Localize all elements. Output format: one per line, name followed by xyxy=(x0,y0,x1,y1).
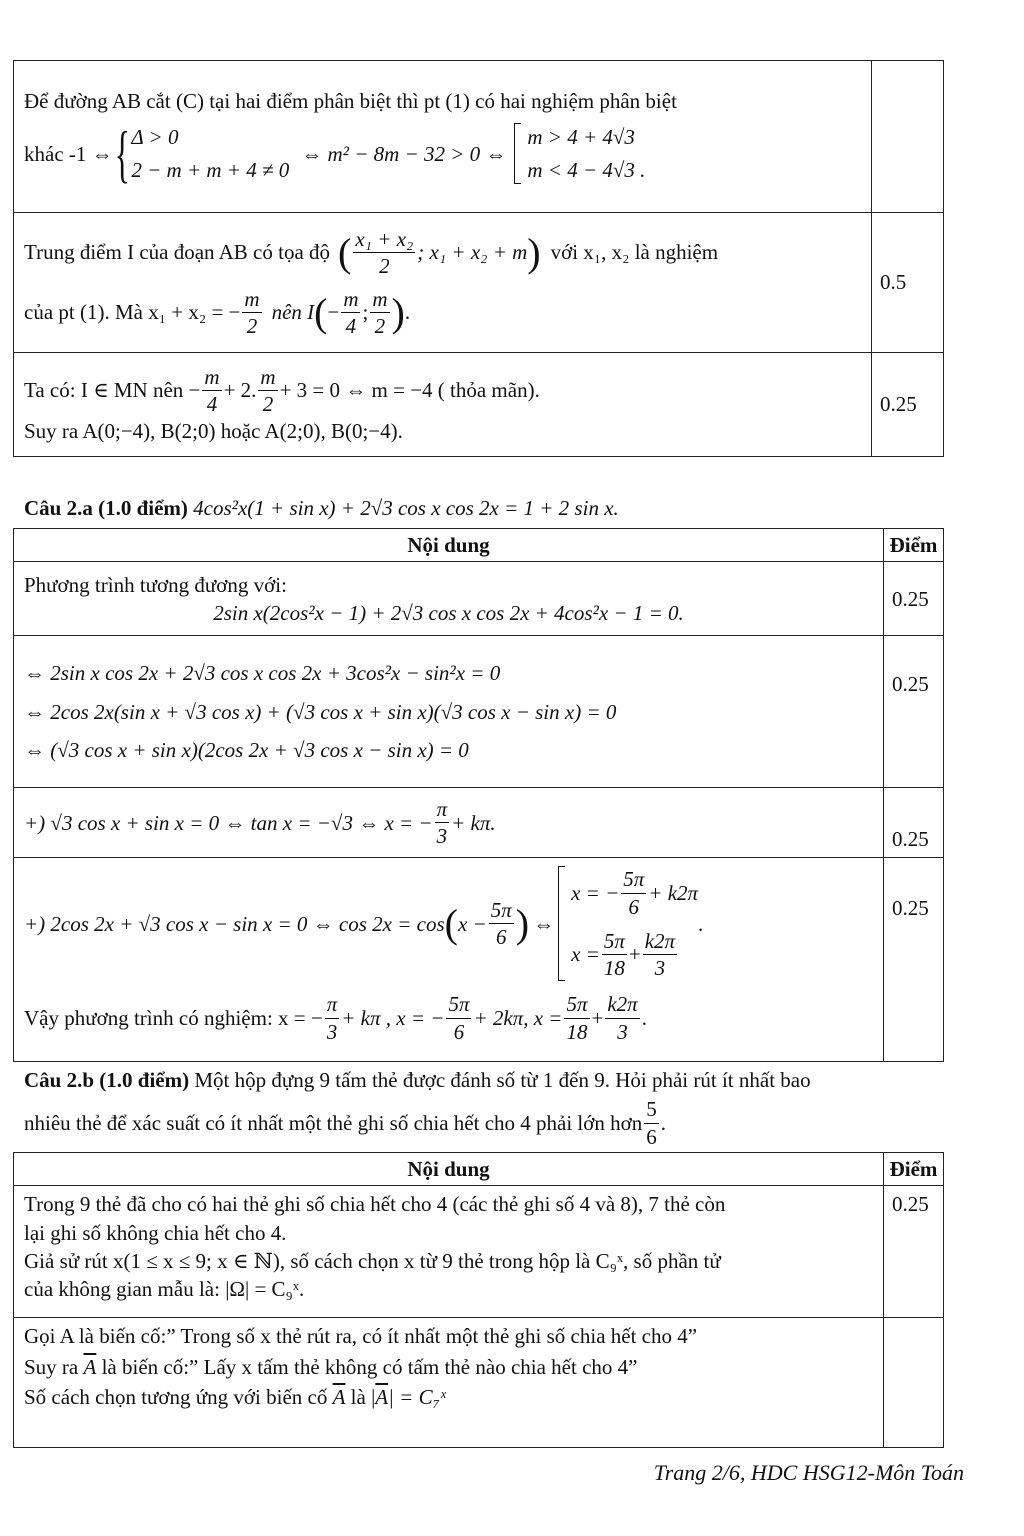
header-score: Điểm xyxy=(884,1153,944,1186)
question-title: Câu 2.b (1.0 điểm) xyxy=(24,1068,190,1092)
text: + 2. xyxy=(223,378,257,403)
equation-line: 2sin x(2cos²x − 1) + 2√3 cos x cos 2x + 4cos²x − 1 = 0. xyxy=(213,600,684,625)
frac-den: 6 xyxy=(628,894,640,919)
text: Suy ra xyxy=(24,1354,79,1379)
text-line: Suy ra A(0;−4), B(2;0) hoặc A(2;0), B(0;−4). xyxy=(24,419,403,444)
text: + k2π xyxy=(648,880,699,905)
content-cell: Gọi A là biến cố:” Trong số x thẻ rút ra, có ít nhất một thẻ ghi số chia hết cho 4” Suy ra $\overline{A}$ là biến cố:” Lấy x tấm thẻ không có tấm thẻ nào chia hết cho 4” Số cách chọn tương ứng với biến cố $\overline{A}$ là $|\overline{A}|$ = C₇ˣ xyxy=(14,1318,884,1448)
complement-a: $\overline{A}$ xyxy=(375,1385,389,1410)
question-2a-heading xyxy=(24,494,619,522)
frac-num: m xyxy=(202,364,221,391)
text: với x₁, x₂ là nghiệm xyxy=(550,240,719,265)
text: của pt (1). Mà x₁ + x₂ = − xyxy=(24,300,241,325)
frac-den: 18 xyxy=(603,956,625,981)
sys-line-2: 2 − m + m + 4 ≠ 0 xyxy=(131,157,290,182)
text: + kπ. xyxy=(451,810,496,835)
text-line: Để đường AB cắt (C) tại hai điểm phân biệt thì pt (1) có hai nghiệm phân biệt xyxy=(24,89,677,114)
content-cell xyxy=(14,61,872,213)
header-content: Nội dung xyxy=(14,1153,884,1186)
text: x = − xyxy=(571,880,620,905)
text: + xyxy=(628,942,641,967)
header-score: Điểm xyxy=(884,529,944,562)
score-cell: 0.25 xyxy=(884,858,944,1062)
text: x = xyxy=(571,942,600,967)
score-cell: 0.5 xyxy=(872,213,944,353)
score-cell: 0.25 xyxy=(884,636,944,788)
text-line: của không gian mẫu là: |Ω| = C₉ˣ. xyxy=(24,1277,305,1302)
text: ⇔ m² − 8m − 32 > 0 ⇔ xyxy=(301,141,507,166)
options xyxy=(514,123,645,184)
score-cell: 0.25 xyxy=(872,353,944,457)
text-line: Gọi A là biến cố:” Trong số x thẻ rút ra, có ít nhất một thẻ ghi số chia hết cho 4” xyxy=(24,1324,698,1349)
frac-num: 5π xyxy=(446,991,471,1018)
content-cell: +) 2cos 2x + √3 cos x − sin x = 0 ⇔ cos 2x = cos ( x − $\frac{5\pi}{6}$ ) ⇔ x = − $\frac{5\pi}{6}$ + k2π x = $\frac{5\pi}{18}$ + $\frac{k2\pi}{3}$ . Vậy phương trình có nghiệm: x = − $\frac{\pi}{3}$ + kπ , x = − $\frac{5\pi}{6}$ + 2kπ, x = $\frac{5\pi}{18}$ + $\frac{k2\pi}{3}$ . xyxy=(14,858,884,1062)
frac-num: 5π xyxy=(602,928,627,955)
content-cell xyxy=(14,562,884,636)
frac-den: 2 xyxy=(374,314,386,338)
text: là xyxy=(350,1385,366,1410)
text: khác -1 ⇔ xyxy=(24,141,113,166)
text: nên I xyxy=(271,300,315,325)
options xyxy=(558,866,698,981)
frac-den: 6 xyxy=(453,1019,465,1044)
text: Số cách chọn tương ứng với biến cố xyxy=(24,1385,328,1410)
solution-table-1 xyxy=(13,60,944,457)
frac-den: 2 xyxy=(379,254,390,278)
text: + 3 = 0 ⇔ m = −4 ( thỏa mãn). xyxy=(279,378,540,403)
complement-a: $\overline{A}$ xyxy=(332,1385,346,1410)
frac-den: 3 xyxy=(326,1019,338,1044)
frac-num: m xyxy=(258,364,277,391)
equation-line: ⇔ (√3 cos x + sin x)(2cos 2x + √3 cos x − sin x) = 0 xyxy=(24,738,469,763)
text: + xyxy=(591,1005,604,1030)
frac-num: m xyxy=(242,286,261,313)
sys-line-1: Δ > 0 xyxy=(131,125,179,150)
content-cell xyxy=(14,353,872,457)
frac-num: 5 xyxy=(644,1096,659,1123)
score-cell xyxy=(872,61,944,213)
score-cell: 0.25 xyxy=(884,562,944,636)
text: ; x₁ + x₂ + m xyxy=(417,240,528,265)
frac-den: 4 xyxy=(345,314,357,338)
frac-num: 5π xyxy=(621,866,646,893)
text: + 2kπ, x = xyxy=(473,1005,563,1030)
frac-den: 3 xyxy=(654,956,666,981)
content-cell xyxy=(14,788,884,858)
frac-den: 2 xyxy=(262,391,274,416)
frac-den: 6 xyxy=(646,1124,657,1149)
frac-num: k2π xyxy=(643,928,677,955)
system: { Δ > 0 2 − m + m + 4 ≠ 0 xyxy=(114,117,290,189)
header-content: Nội dung xyxy=(14,529,884,562)
text: Ta có: I ∈ MN nên − xyxy=(24,378,201,403)
frac-den: 3 xyxy=(617,1019,628,1044)
text-line: lại ghi số không chia hết cho 4. xyxy=(24,1220,287,1245)
frac-den: 4 xyxy=(206,391,218,416)
frac-den: 18 xyxy=(566,1019,588,1044)
content-cell: Trung điểm I của đoạn AB có tọa độ ( $\frac{\text{x₁ + x₂}}{2}$ ; x₁ + x₂ + m ) với x₁, x₂ là nghiệm của pt (1). Mà x₁ + x₂ = − $\frac{m}{2}$ nên I ( − $\frac{m}{4}$ ; $\frac{m}{2}$ ) . xyxy=(14,213,872,353)
option-2: m < 4 − 4√3 . xyxy=(527,157,646,182)
text-line: Phương trình tương đương với: xyxy=(24,572,287,597)
frac-num: 5π xyxy=(564,991,589,1018)
frac-den: 6 xyxy=(495,925,507,950)
question-equation: 4cos²x(1 + sin x) + 2√3 cos x cos 2x = 1 + 2 sin x. xyxy=(193,496,619,520)
page-footer: Trang 2/6, HDC HSG12-Môn Toán xyxy=(653,1460,964,1485)
text: ⇔ xyxy=(533,911,555,936)
frac-num: m xyxy=(370,286,389,313)
frac-num: π xyxy=(435,796,450,823)
text: là biến cố:” Lấy x tấm thẻ không có tấm thẻ nào chia hết cho 4” xyxy=(101,1354,638,1379)
frac-den: 3 xyxy=(436,824,448,849)
equation-line: ⇔ 2cos 2x(sin x + √3 cos x) + (√3 cos x + sin x)(√3 cos x − sin x) = 0 xyxy=(24,699,617,724)
score-cell: 0.25 xyxy=(884,1186,944,1318)
question-text: Một hộp đựng 9 tấm thẻ được đánh số từ 1 đến 9. Hỏi phải rút ít nhất bao xyxy=(194,1068,811,1092)
text: +) √3 cos x + sin x = 0 ⇔ tan x = −√3 ⇔ x = − xyxy=(24,810,433,835)
text-line: Trong 9 thẻ đã cho có hai thẻ ghi số chia hết cho 4 (các thẻ ghi số 4 và 8), 7 thẻ còn xyxy=(24,1192,726,1217)
complement-a: $\overline{A}$ xyxy=(83,1354,97,1379)
text-line: Giả sử rút x(1 ≤ x ≤ 9; x ∈ ℕ), số cách chọn x từ 9 thẻ trong hộp là C₉ˣ, số phần tử xyxy=(24,1249,721,1274)
solution-table-2a xyxy=(13,528,944,1062)
question-2b-heading: Câu 2.b (1.0 điểm) Một hộp đựng 9 tấm thẻ được đánh số từ 1 đến 9. Hỏi phải rút ít nhất bao nhiêu thẻ để xác suất có ít nhất một thẻ ghi số chia hết cho 4 phải lớn hơn $\frac{5}{6}$ . xyxy=(24,1068,811,1149)
option-1: m > 4 + 4√3 xyxy=(527,125,635,150)
content-cell xyxy=(14,1186,884,1318)
solution-table-2b xyxy=(13,1152,944,1448)
frac-num: π xyxy=(325,991,340,1018)
text: + kπ , x = − xyxy=(341,1005,445,1030)
frac-num: x₁ + x₂ xyxy=(353,226,415,253)
equation-line: ⇔ 2sin x cos 2x + 2√3 cos x cos 2x + 3cos²x − sin²x = 0 xyxy=(24,661,501,686)
frac-den: 2 xyxy=(246,314,258,338)
question-title: Câu 2.a (1.0 điểm) xyxy=(24,496,188,520)
text: Vậy phương trình có nghiệm: x = − xyxy=(24,1005,323,1030)
frac-num: 5π xyxy=(489,897,514,924)
question-text: nhiêu thẻ để xác suất có ít nhất một thẻ ghi số chia hết cho 4 phải lớn hơn xyxy=(24,1110,643,1135)
frac-num: m xyxy=(341,286,360,313)
text: x − xyxy=(457,911,487,936)
score-cell xyxy=(884,1318,944,1448)
content-cell xyxy=(14,636,884,788)
score-cell: 0.25 xyxy=(884,788,944,858)
text: Trung điểm I của đoạn AB có tọa độ xyxy=(24,240,331,265)
frac-num: k2π xyxy=(605,991,639,1018)
text: | = C₇ˣ xyxy=(388,1385,446,1410)
text: +) 2cos 2x + √3 cos x − sin x = 0 ⇔ cos 2x = cos xyxy=(24,911,445,936)
